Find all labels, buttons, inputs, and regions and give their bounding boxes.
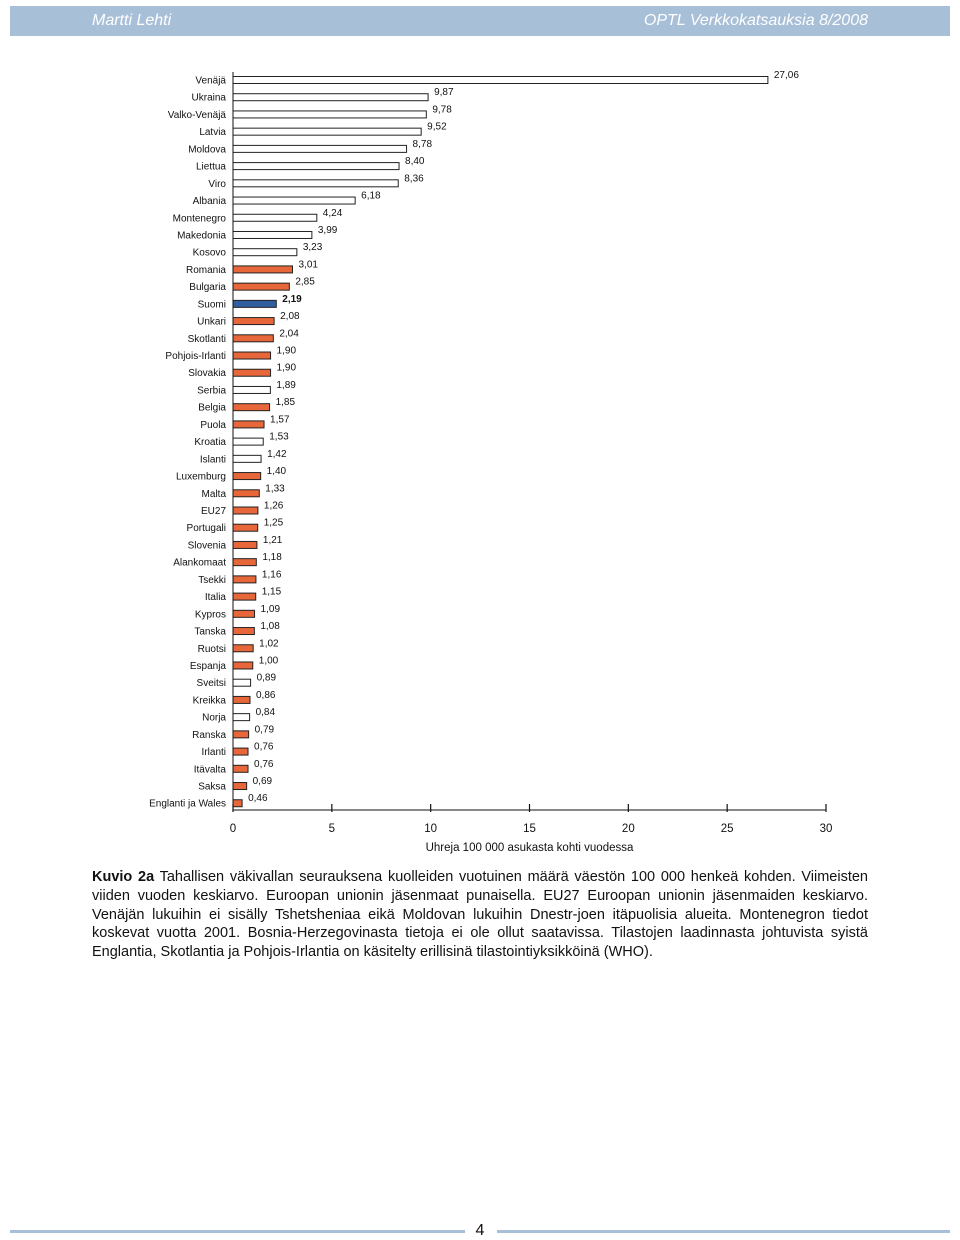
category-label: Itävalta bbox=[193, 764, 226, 776]
bar-eu27 bbox=[233, 507, 258, 514]
bar-montenegro bbox=[233, 214, 317, 221]
value-label: 3,01 bbox=[298, 259, 318, 271]
bar-sveitsi bbox=[233, 679, 251, 686]
x-tick-label: 20 bbox=[621, 823, 635, 835]
value-label: 1,89 bbox=[276, 379, 296, 391]
category-label: Kreikka bbox=[192, 695, 226, 707]
bar-italia bbox=[233, 593, 256, 600]
value-label: 1,33 bbox=[265, 483, 285, 495]
value-label: 9,52 bbox=[427, 121, 447, 133]
value-label: 2,04 bbox=[279, 328, 299, 340]
category-label: Ruotsi bbox=[197, 643, 226, 655]
bar-islanti bbox=[233, 455, 261, 462]
x-tick-label: 15 bbox=[523, 823, 536, 835]
value-label: 1,57 bbox=[270, 414, 290, 426]
x-tick-label: 25 bbox=[720, 823, 734, 835]
bar-slovakia bbox=[233, 369, 271, 376]
caption-label: Kuvio 2a bbox=[92, 869, 155, 885]
value-label: 1,21 bbox=[262, 534, 283, 546]
bar-unkari bbox=[233, 318, 274, 325]
value-label: 0,76 bbox=[254, 758, 274, 770]
caption-text: Tahallisen väkivallan seurauksena kuolleiden vuotuinen määrä väestön 100 000 henkeä kohden. Viimeisten viiden vuoden keskiarvo. Euroopan unionin jäsenmaat punaisella. EU27 Euroopan unionin jäsenmaiden keskiarvo. Venäjän lukuihin ei sisälly Tshetsheniaa eikä Moldovan lukuihin Dnestr-joen itäpuolisia alueita. Montenegron tiedot koskevat vuotta 2001. Bosnia-Herzegovinasta tietoja ei ole ollut saatavissa. Tilastojen laadinnasta johtuvista syistä Englantia, Skotlantia ja Pohjois-Irlantia on käsitelty erillisinä tilastointiyksikköinä (WHO). bbox=[92, 869, 868, 961]
bar-moldova bbox=[233, 145, 407, 152]
category-label: Latvia bbox=[199, 127, 226, 139]
value-label: 0,86 bbox=[256, 689, 276, 701]
category-label: Liettua bbox=[195, 161, 226, 173]
category-label: Tanska bbox=[194, 626, 226, 638]
bar-albania bbox=[233, 197, 355, 204]
value-label: 27,06 bbox=[773, 70, 799, 81]
bar-venäjä bbox=[233, 77, 768, 84]
page-number: 4 bbox=[470, 1222, 490, 1240]
bar-serbia bbox=[233, 386, 270, 393]
bar-itävalta bbox=[233, 765, 248, 772]
bar-valko-venäjä bbox=[233, 111, 426, 118]
x-tick-label: 5 bbox=[328, 823, 336, 835]
value-label: 1,40 bbox=[266, 466, 287, 478]
bar-latvia bbox=[233, 128, 421, 135]
bar-makedonia bbox=[233, 231, 312, 238]
value-label: 1,26 bbox=[263, 500, 284, 512]
bar-luxemburg bbox=[233, 473, 261, 480]
bar-pohjois-irlanti bbox=[233, 352, 271, 359]
bar-liettua bbox=[233, 163, 399, 170]
category-label: Montenegro bbox=[172, 213, 226, 225]
category-label: Slovakia bbox=[188, 368, 226, 380]
bar-englanti-ja-wales bbox=[233, 800, 242, 807]
category-label: Englanti ja Wales bbox=[149, 798, 226, 810]
value-label: 1,85 bbox=[275, 397, 296, 409]
footer-rule-right bbox=[497, 1230, 950, 1233]
category-label: Malta bbox=[201, 488, 226, 500]
value-label: 8,36 bbox=[404, 173, 424, 185]
bar-romania bbox=[233, 266, 293, 273]
category-label: Irlanti bbox=[201, 747, 226, 759]
x-tick-label: 10 bbox=[424, 823, 438, 835]
value-label: 1,25 bbox=[263, 517, 284, 529]
category-label: Kosovo bbox=[192, 247, 226, 259]
value-label: 1,15 bbox=[261, 586, 282, 598]
category-label: Unkari bbox=[197, 316, 226, 328]
bar-ruotsi bbox=[233, 645, 253, 652]
category-label: Espanja bbox=[189, 660, 226, 672]
category-label: Belgia bbox=[198, 402, 226, 414]
value-label: 1,90 bbox=[276, 345, 297, 357]
bar-suomi bbox=[233, 300, 276, 307]
footer-rule-left bbox=[10, 1230, 465, 1233]
value-label: 2,19 bbox=[282, 293, 302, 305]
value-label: 6,18 bbox=[361, 190, 381, 202]
category-label: Ukraina bbox=[191, 92, 226, 104]
figure-caption bbox=[92, 868, 868, 962]
value-label: 1,18 bbox=[262, 552, 282, 564]
value-label: 1,09 bbox=[260, 603, 281, 615]
value-label: 9,78 bbox=[432, 104, 452, 116]
bar-ukraina bbox=[233, 94, 428, 101]
bar-tanska bbox=[233, 628, 254, 635]
category-label: Puola bbox=[200, 419, 226, 431]
category-label: Valko-Venäjä bbox=[167, 109, 226, 121]
bar-kypros bbox=[233, 610, 255, 617]
category-label: Serbia bbox=[197, 385, 226, 397]
category-label: Alankomaat bbox=[173, 557, 226, 569]
value-label: 0,46 bbox=[248, 793, 268, 805]
category-label: Bulgaria bbox=[189, 282, 226, 294]
category-label: Tsekki bbox=[198, 574, 226, 586]
bar-viro bbox=[233, 180, 398, 187]
category-label: Islanti bbox=[199, 454, 226, 466]
value-label: 8,78 bbox=[412, 138, 433, 150]
bar-irlanti bbox=[233, 748, 248, 755]
bar-belgia bbox=[233, 404, 270, 411]
category-label: Kypros bbox=[194, 609, 226, 621]
category-label: Moldova bbox=[188, 144, 226, 156]
value-label: 9,87 bbox=[434, 87, 454, 99]
value-label: 0,76 bbox=[254, 741, 274, 753]
bar-bulgaria bbox=[233, 283, 289, 290]
bar-chart bbox=[0, 60, 960, 860]
bar-puola bbox=[233, 421, 264, 428]
bar-norja bbox=[233, 714, 250, 721]
x-tick-label: 30 bbox=[819, 823, 833, 835]
category-label: Luxemburg bbox=[175, 471, 226, 483]
bar-ranska bbox=[233, 731, 249, 738]
bar-kreikka bbox=[233, 696, 250, 703]
bar-kroatia bbox=[233, 438, 263, 445]
x-tick-label: 0 bbox=[229, 823, 237, 835]
bar-tsekki bbox=[233, 576, 256, 583]
value-label: 1,90 bbox=[276, 362, 297, 374]
value-label: 2,08 bbox=[280, 311, 300, 323]
x-axis-title: Uhreja 100 000 asukasta kohti vuodessa bbox=[425, 842, 634, 854]
category-label: Albania bbox=[192, 196, 226, 208]
category-label: Makedonia bbox=[177, 230, 226, 242]
value-label: 3,99 bbox=[317, 224, 338, 236]
bar-portugali bbox=[233, 524, 258, 531]
bar-kosovo bbox=[233, 249, 297, 256]
value-label: 4,24 bbox=[322, 207, 343, 219]
category-label: Pohjois-Irlanti bbox=[165, 351, 226, 363]
value-label: 0,79 bbox=[254, 724, 275, 736]
category-label: Italia bbox=[204, 592, 226, 604]
category-label: Venäjä bbox=[195, 75, 226, 87]
value-label: 3,23 bbox=[302, 242, 323, 254]
author-name: Martti Lehti bbox=[92, 12, 172, 29]
publication-title: OPTL Verkkokatsauksia 8/2008 bbox=[643, 12, 868, 29]
value-label: 0,69 bbox=[252, 776, 273, 788]
category-label: Slovenia bbox=[187, 540, 226, 552]
value-label: 1,00 bbox=[258, 655, 279, 667]
category-label: Romania bbox=[185, 264, 226, 276]
category-label: Saksa bbox=[198, 781, 226, 793]
value-label: 1,16 bbox=[261, 569, 282, 581]
category-label: Suomi bbox=[197, 299, 226, 311]
category-label: Skotlanti bbox=[187, 333, 226, 345]
category-label: EU27 bbox=[200, 506, 226, 517]
bar-saksa bbox=[233, 783, 247, 790]
value-label: 1,53 bbox=[269, 431, 289, 443]
bar-slovenia bbox=[233, 541, 257, 548]
value-label: 0,84 bbox=[255, 707, 276, 719]
value-label: 2,85 bbox=[295, 276, 315, 288]
category-label: Ranska bbox=[192, 729, 226, 741]
category-label: Viro bbox=[208, 178, 226, 190]
bar-skotlanti bbox=[233, 335, 273, 342]
value-label: 8,40 bbox=[405, 156, 425, 168]
value-label: 0,89 bbox=[256, 672, 277, 684]
page-header bbox=[10, 6, 950, 36]
bar-alankomaat bbox=[233, 559, 256, 566]
bar-espanja bbox=[233, 662, 253, 669]
value-label: 1,08 bbox=[260, 621, 280, 633]
category-label: Norja bbox=[202, 712, 226, 724]
category-label: Kroatia bbox=[194, 437, 226, 449]
bar-malta bbox=[233, 490, 259, 497]
category-label: Portugali bbox=[186, 523, 226, 535]
value-label: 1,02 bbox=[259, 638, 279, 650]
value-label: 1,42 bbox=[267, 448, 287, 460]
category-label: Sveitsi bbox=[196, 678, 226, 690]
